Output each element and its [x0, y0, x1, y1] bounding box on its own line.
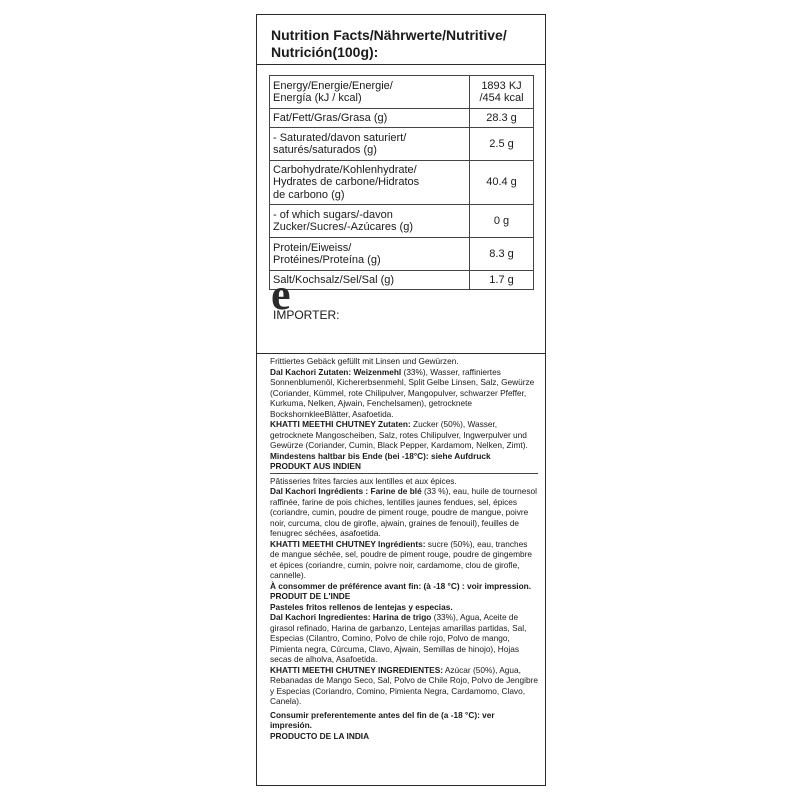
table-row-energy [270, 76, 534, 109]
carbohydrate-label: Carbohydrate/Kohlenhydrate/ Hydrates de carbone/Hidratos de carbono (g) [270, 161, 470, 205]
title-line-1: Nutrition Facts/Nährwerte/Nutritive/ [271, 27, 507, 43]
es-chutney: KHATTI MEETHI CHUTNEY INGREDIENTES: Azúcar (50%), Agua, Rebanadas de Mango Seco, Sal, Polvo de Chile Rojo, Polvo de Jengibre y Especias (Coriandro, Comino, Pimienta Negra, Cardamomo, Clavo, Canela). [270, 664, 538, 706]
section-divider [257, 353, 545, 354]
fr-dal-kachori: Dal Kachori Ingrédients : Farine de blé (33 %), eau, huile de tournesol raffinée, farine de pois chiches, lentilles jaunes fendues, sel, épices (coriandre, cumin, poudre de piment rouge, poudre de mangue, poivre noir, curcuma, clou de girofle, ajwain, graines de fenouil), feuilles de fenugrec séchées, asafoetida. [270, 486, 537, 538]
energy-label: Energy/Energie/Energie/ Energía (kJ / kcal) [270, 76, 470, 109]
importer-label: IMPORTER: [273, 308, 340, 322]
table-row-protein [270, 238, 534, 271]
de-chutney: KHATTI MEETHI CHUTNEY Zutaten: Zucker (50%), Wasser, getrocknete Mangoscheiben, Salz, rotes Chilipulver, Ingwerpulver und Gewürze (Coriander, Cumin, Black Pepper, Kardamom, Nelken, Zimt). [270, 419, 528, 450]
nutrition-table [269, 75, 534, 290]
protein-value: 8.3 g [470, 238, 534, 271]
sugars-label: - of which sugars/-davon Zucker/Sucres/-Azúcares (g) [270, 205, 470, 238]
fr-intro: Pâtisseries frites farcies aux lentilles et aux épices. [270, 475, 457, 486]
nutrition-label [256, 14, 546, 786]
nutrition-facts-title [257, 15, 545, 65]
language-divider [270, 473, 538, 474]
de-best-before: Mindestens haltbar bis Ende (bei -18°C): siehe Aufdruck [270, 450, 491, 461]
fat-value: 28.3 g [470, 109, 534, 128]
fr-chutney: KHATTI MEETHI CHUTNEY Ingrédients: sucre (50%), eau, tranches de mangue séchée, sel, poudre de piment rouge, poudre de gingembre et épices (coriandre, cumin, poivre noir, cardamome, clou de girofle, cannelle). [270, 538, 532, 580]
saturated-label: - Saturated/davon saturiert/ saturés/saturados (g) [270, 128, 470, 161]
table-row-sugars [270, 205, 534, 238]
table-row-carbohydrate [270, 161, 534, 205]
table-row-fat [270, 109, 534, 128]
title-line-2: Nutrición(100g): [271, 44, 379, 60]
saturated-value: 2.5 g [470, 128, 534, 161]
carbohydrate-value: 40.4 g [470, 161, 534, 205]
salt-label: Salt/Kochsalz/Sel/Sal (g) [270, 271, 470, 290]
ingredients-section [270, 356, 538, 741]
e-mark-logo: e [271, 270, 291, 319]
de-origin: PRODUKT AUS INDIEN [270, 461, 361, 471]
table-row-saturated [270, 128, 534, 161]
es-best-before: Consumir preferentemente antes del fin de (a -18 °C): ver impresión. [270, 709, 495, 730]
es-origin: PRODUCTO DE LA INDIA [270, 730, 370, 741]
sugars-value: 0 g [470, 205, 534, 238]
es-dal-kachori: Dal Kachori Ingredientes: Harina de trigo (33%), Agua, Aceite de girasol refinado, Harina de garbanzo, Lentejas amarillas partidas, Sal, Especias (Cilantro, Comino, Polvo de chile rojo, Polvo de mango, Pimienta negra, Cúrcuma, Clavo, Ajwain, Semillas de hinojo), Hojas secas de alholva, Asafoetida. [270, 612, 527, 664]
fat-label: Fat/Fett/Gras/Grasa (g) [270, 109, 470, 128]
de-dal-kachori: Dal Kachori Zutaten: Weizenmehl (33%), Wasser, raffiniertes Sonnenblumenöl, Kichererbsenmehl, Split Gelbe Linsen, Salz, Gewürze (Coriander, Kümmel, rote Chilipulver, Mangopulver, schwarzer Pfeffer, Kurkuma, Nelken, Ajwain, Fenchelsamen), getrocknete BockshornkleeBlätter, Asafoetida. [270, 366, 535, 419]
salt-value: 1.7 g [470, 271, 534, 290]
energy-value: 1893 KJ /454 kcal [470, 76, 534, 109]
es-intro: Pasteles fritos rellenos de lentejas y especias. [270, 601, 453, 612]
de-intro: Frittiertes Gebäck gefüllt mit Linsen und Gewürzen. [270, 356, 459, 366]
protein-label: Protein/Eiweiss/ Protéines/Proteína (g) [270, 238, 470, 271]
table-row-salt [270, 271, 534, 290]
fr-best-before: À consommer de préférence avant fin: (à -18 °C) : voir impression. [270, 580, 532, 591]
fr-origin: PRODUIT DE L'INDE [270, 591, 351, 601]
